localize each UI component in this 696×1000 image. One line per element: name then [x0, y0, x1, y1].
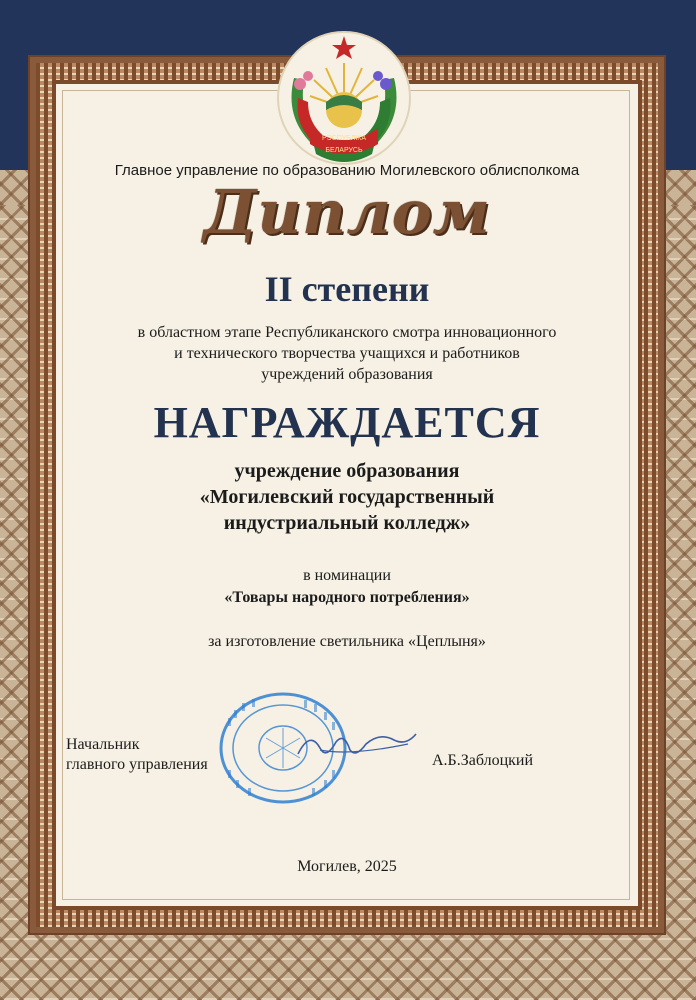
nomination-block: [56, 565, 638, 609]
institution-name: [56, 458, 638, 536]
signatory-position-line-2: главного управления: [66, 756, 208, 773]
institution-line-3: индустриальный колледж»: [223, 512, 471, 534]
handwritten-signature: [290, 720, 420, 770]
degree-text: II степени: [264, 269, 430, 309]
nomination-prefix: в номинации: [303, 567, 391, 584]
emblem-banner-line1: РЭСПУБЛІКА: [321, 135, 367, 142]
stage-description: [56, 322, 638, 385]
nomination-name: «Товары народного потребления»: [224, 589, 470, 606]
institution-line-1: учреждение образования: [234, 460, 460, 482]
emblem-banner-line2: БЕЛАРУСЬ: [325, 147, 363, 154]
signatory-position: [66, 735, 208, 775]
institution-line-2: «Могилевский государственный: [199, 486, 495, 508]
signatory-name: А.Б.Заблоцкий: [432, 752, 534, 769]
award-reason: за изготовление светильника «Цеплыня»: [208, 633, 486, 650]
signatory-position-line-1: Начальник: [66, 736, 140, 753]
awarded-heading: НАГРАЖДАЕТСЯ: [153, 398, 541, 447]
stage-line-3: учреждений образования: [261, 366, 433, 383]
state-emblem-icon: [274, 28, 414, 168]
diploma-title: Диплом: [203, 178, 491, 248]
stage-line-2: и технического творчества учащихся и работников: [174, 345, 520, 362]
city-year: Могилев, 2025: [297, 858, 397, 875]
stage-line-1: в областном этапе Республиканского смотра инновационного: [137, 324, 557, 341]
issuer-text: Главное управление по образованию Могилевского облисполкома: [114, 162, 580, 179]
